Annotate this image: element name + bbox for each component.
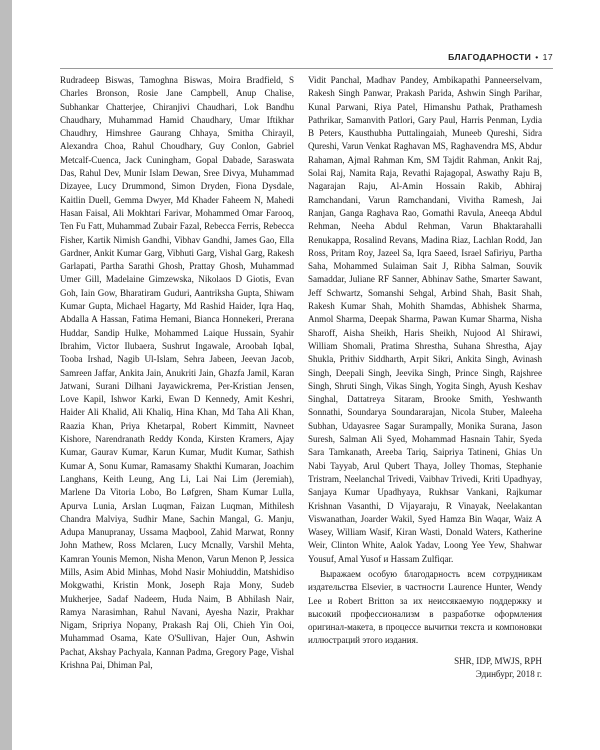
page-number: 17 [542,52,553,62]
header-bullet: • [535,52,539,62]
running-head [448,52,553,62]
left-column [60,74,294,672]
names-list-right: Vidit Panchal, Madhav Pandey, Ambikapathi Panneerselvam, Rakesh Singh Panwar, Prakash Parida, Ashwin Singh Parihar, Kunal Parwani, Riya Patel, Himanshu Pathak, Prathamesh Pathrikar, Samanvith Patlori, Gary Paul, Harris Penman, Lydia B Peters, Kausthubha Puttalingaiah, Muneeb Qureshi, Sidra Qureshi, Varun Venkat Raghavan MS, Raghavendra MS, Abdur Rahaman, Ajmal Rahman Km, SM Tajdit Rahman, Ankit Raj, Solai Raj, Namita Raja, Revathi Rajagopal, Aswathy Raju B, Nagarajan Raju, Al-Amin Hossain Rakib, Abhiraj Ramchandani, Varun Ramchandani, Vivitha Ramesh, Jai Ranjan, Ganga Raghava Rao, Gomathi Ravula, Aneeqa Abdul Rehman, Neeha Abdul Rehman, Varun Bhaktarahalli Renukappa, Rosalind Revans, Madina Riaz, Lachlan Rodd, Jan Ross, Pritam Roy, Jazeel Sa, Iqra Saeed, Israel Safiriyu, Partha Saha, Mohammed Sulaiman Sait J, Ribha Salman, Souvik Samaddar, Juliane RF Sanner, Abhinav Sathe, Smarter Sawant, Jeff Schwartz, Somanshi Sehgal, Arbind Shah, Basit Shah, Rakesh Kumar Shah, Mohith Shamdas, Abhishek Sharma, Anmol Sharma, Deepak Sharma, Pawan Kumar Sharma, Nisha Sharoff, Aisha Sheikh, Haris Sheikh, Nujood Al Shirawi, William Shomali, Pratima Shrestha, Suhana Shrestha, Ajay Shukla, Prithiv Siddharth, Arpit Sikri, Ankita Singh, Avinash Singh, Deepali Singh, Jeevika Singh, Prince Singh, Rajshree Singh, Shruti Singh, Vikas Singh, Yogita Singh, Ayush Keshav Singhal, Dattatreya Sitaram, Brooke Smith, Yeshwanth Sonnathi, Soundarya Soundararajan, Nicola Stuber, Maleeha Subhan, Udayasree Sagar Surampally, Monika Surana, Jason Suresh, Salman Ali Syed, Mohammad Hasnain Tahir, Syeda Sara Tamkanath, Areeba Tariq, Saipriya Tatineni, Ghias Un Nabi Tayyab, Arul Qubert Thaya, Jolley Thomas, Stephanie Tristram, Neelanchal Trivedi, Vaibhav Trivedi, Kriti Upadhyay, Sanjaya Kumar Upadhyaya, Rukhsar Vankani, Rajkumar Krishnan Vasanthi, D Vijayaraju, R Vinayak, Neelakantan Viswanathan, Joarder Wakil, Syed Hamza Bin Waqar, Waiz A Wasey, William Wasif, Kiran Wasti, Donald Waters, Katherine Weir, Clinton White, Aalok Yadav, Loong Yee Yew, Shahwar Yousuf, Amal Yusof и Hassam Zulfiqar. [308,75,542,564]
place-date: Эдинбург, 2018 г. [475,669,542,680]
signature: SHR, IDP, MWJS, RPH [454,655,542,666]
page-edge-bar [0,0,12,750]
section-title: БЛАГОДАРНОСТИ [448,52,532,62]
names-list-left: Rudradeep Biswas, Tamoghna Biswas, Moira Bradfield, S Charles Bronson, Rosie Jane Campbell, Anup Chalise, Subhankar Chatterjee, Chiranjivi Chaudhari, Lok Bandhu Chaudhary, Muhammad Hamid Chaudhary, Umar Iftikhar Chaudhry, Himshree Gaurang Chhaya, Smitha Chirayil, Alexandra Choa, Rahul Choudhary, Guy Conlon, Gabriel Metcalf-Cuenca, Jack Cuningham, Gopal Dabade, Saraswata Das, Rahul Dev, Munir Islam Dewan, Sree Divya, Muhammad Dizayee, Lucy Drummond, Simon Dryden, Fiona Dysdale, Kaitlin Duell, Gemma Dwyer, Md Khader Faheem N, Mahedi Hasan Faisal, Ali Mokhtari Farivar, Mohammed Omar Farooq, Ten Fu Fatt, Muhammad Zubair Fazal, Rebecca Ferris, Rebecca Fisher, Kartik Nimish Gandhi, Vibhav Gandhi, James Gao, Ella Gardner, Ankit Kumar Garg, Vibhuti Garg, Vishal Garg, Rakesh Garlapati, Partha Sarathi Ghosh, Prattay Ghosh, Muhammad Umer Gill, Madelaine Gimzewska, Nikolaos D Giotis, Evan Goh, Iain Gow, Bharatiram Guduri, Aantriksha Gupta, Shiwam Kumar Gupta, Michael Hagarty, Md Rashid Haider, Iqra Haq, Abdalla A Hassan, Fatima Hemani, Bianca Honnekeri, Prerana Huddar, Sandip Hulke, Mohammed Laique Hussain, Syahir Ibrahim, Victor Ilubaera, Sushrut Ingawale, Aroobah Iqbal, Tooba Irshad, Nagib Ul-Islam, Sehra Jabeen, Jeevan Jacob, Samreen Jaffar, Ankita Jain, Anukriti Jain, Ghazfa Jamil, Karan Jatwani, Surani Dilhani Jayawickrema, Per-Kristian Jensen, Love Kapil, Ishwor Karki, Ewan D Kennedy, Amit Keshri, Haider Ali Khalid, Ali Khaliq, Hina Khan, Md Taha Ali Khan, Raazia Khan, Priya Khetarpal, Robert Kimmitt, Navneet Kishore, Narendranath Reddy Konda, Kirsten Kramers, Ajay Kumar, Gaurav Kumar, Karun Kumar, Mudit Kumar, Sathish Kumar A, Sonu Kumar, Ramasamy Shakthi Kumaran, Joachim Langhans, Keith Leung, Ang Li, Lai Nai Lim (Jeremiah), Marlene Da Vitoria Lobo, Bo Løfgren, Sham Kumar Lulla, Apurva Lunia, Arslan Luqman, Faizan Luqman, Mithilesh Chandra Malviya, Sudhir Mane, Sachin Mangal, G. Manju, Adupa Manupranay, Ussama Maqbool, Zahid Marwat, Ronny John Mathew, Ross Mclaren, Lucy Mcnally, Varshil Mehta, Kamran Younis Memon, Nisha Menon, Varun Menon P, Jessica Mills, Asim Abid Minhas, Mohd Nasir Mohiuddin, Matshidiso Mokgwathi, Kristin Monk, Joseph Raja Mony, Sudeb Mukherjee, Sadaf Nadeem, Huda Naim, B Abhilash Nair, Ramya Narasimhan, Rahul Navani, Ayesha Nazir, Prakhar Nigam, Sripriya Nopany, Prakash Raj Oli, Chieh Yin Ooi, Muhammad Osama, Kate O'Sullivan, Hajer Oun, Ashwin Pachat, Akshay Pachyala, Kannan Padma, Gregory Page, Vishal Krishna Pai, Dhiman Pal, [60,75,294,671]
right-column [308,74,542,681]
acknowledgement-paragraph: Выражаем особую благодарность всем сотрудникам издательства Elsevier, в частности Laurence Hunter, Wendy Lee и Robert Britton за их неиссякаемую поддержку и высокий профессионализм в разработке оформления оригинал-макета, в процессе вычитки текста и компоновки иллюстраций этого издания. [308,568,542,646]
running-header [60,52,553,69]
